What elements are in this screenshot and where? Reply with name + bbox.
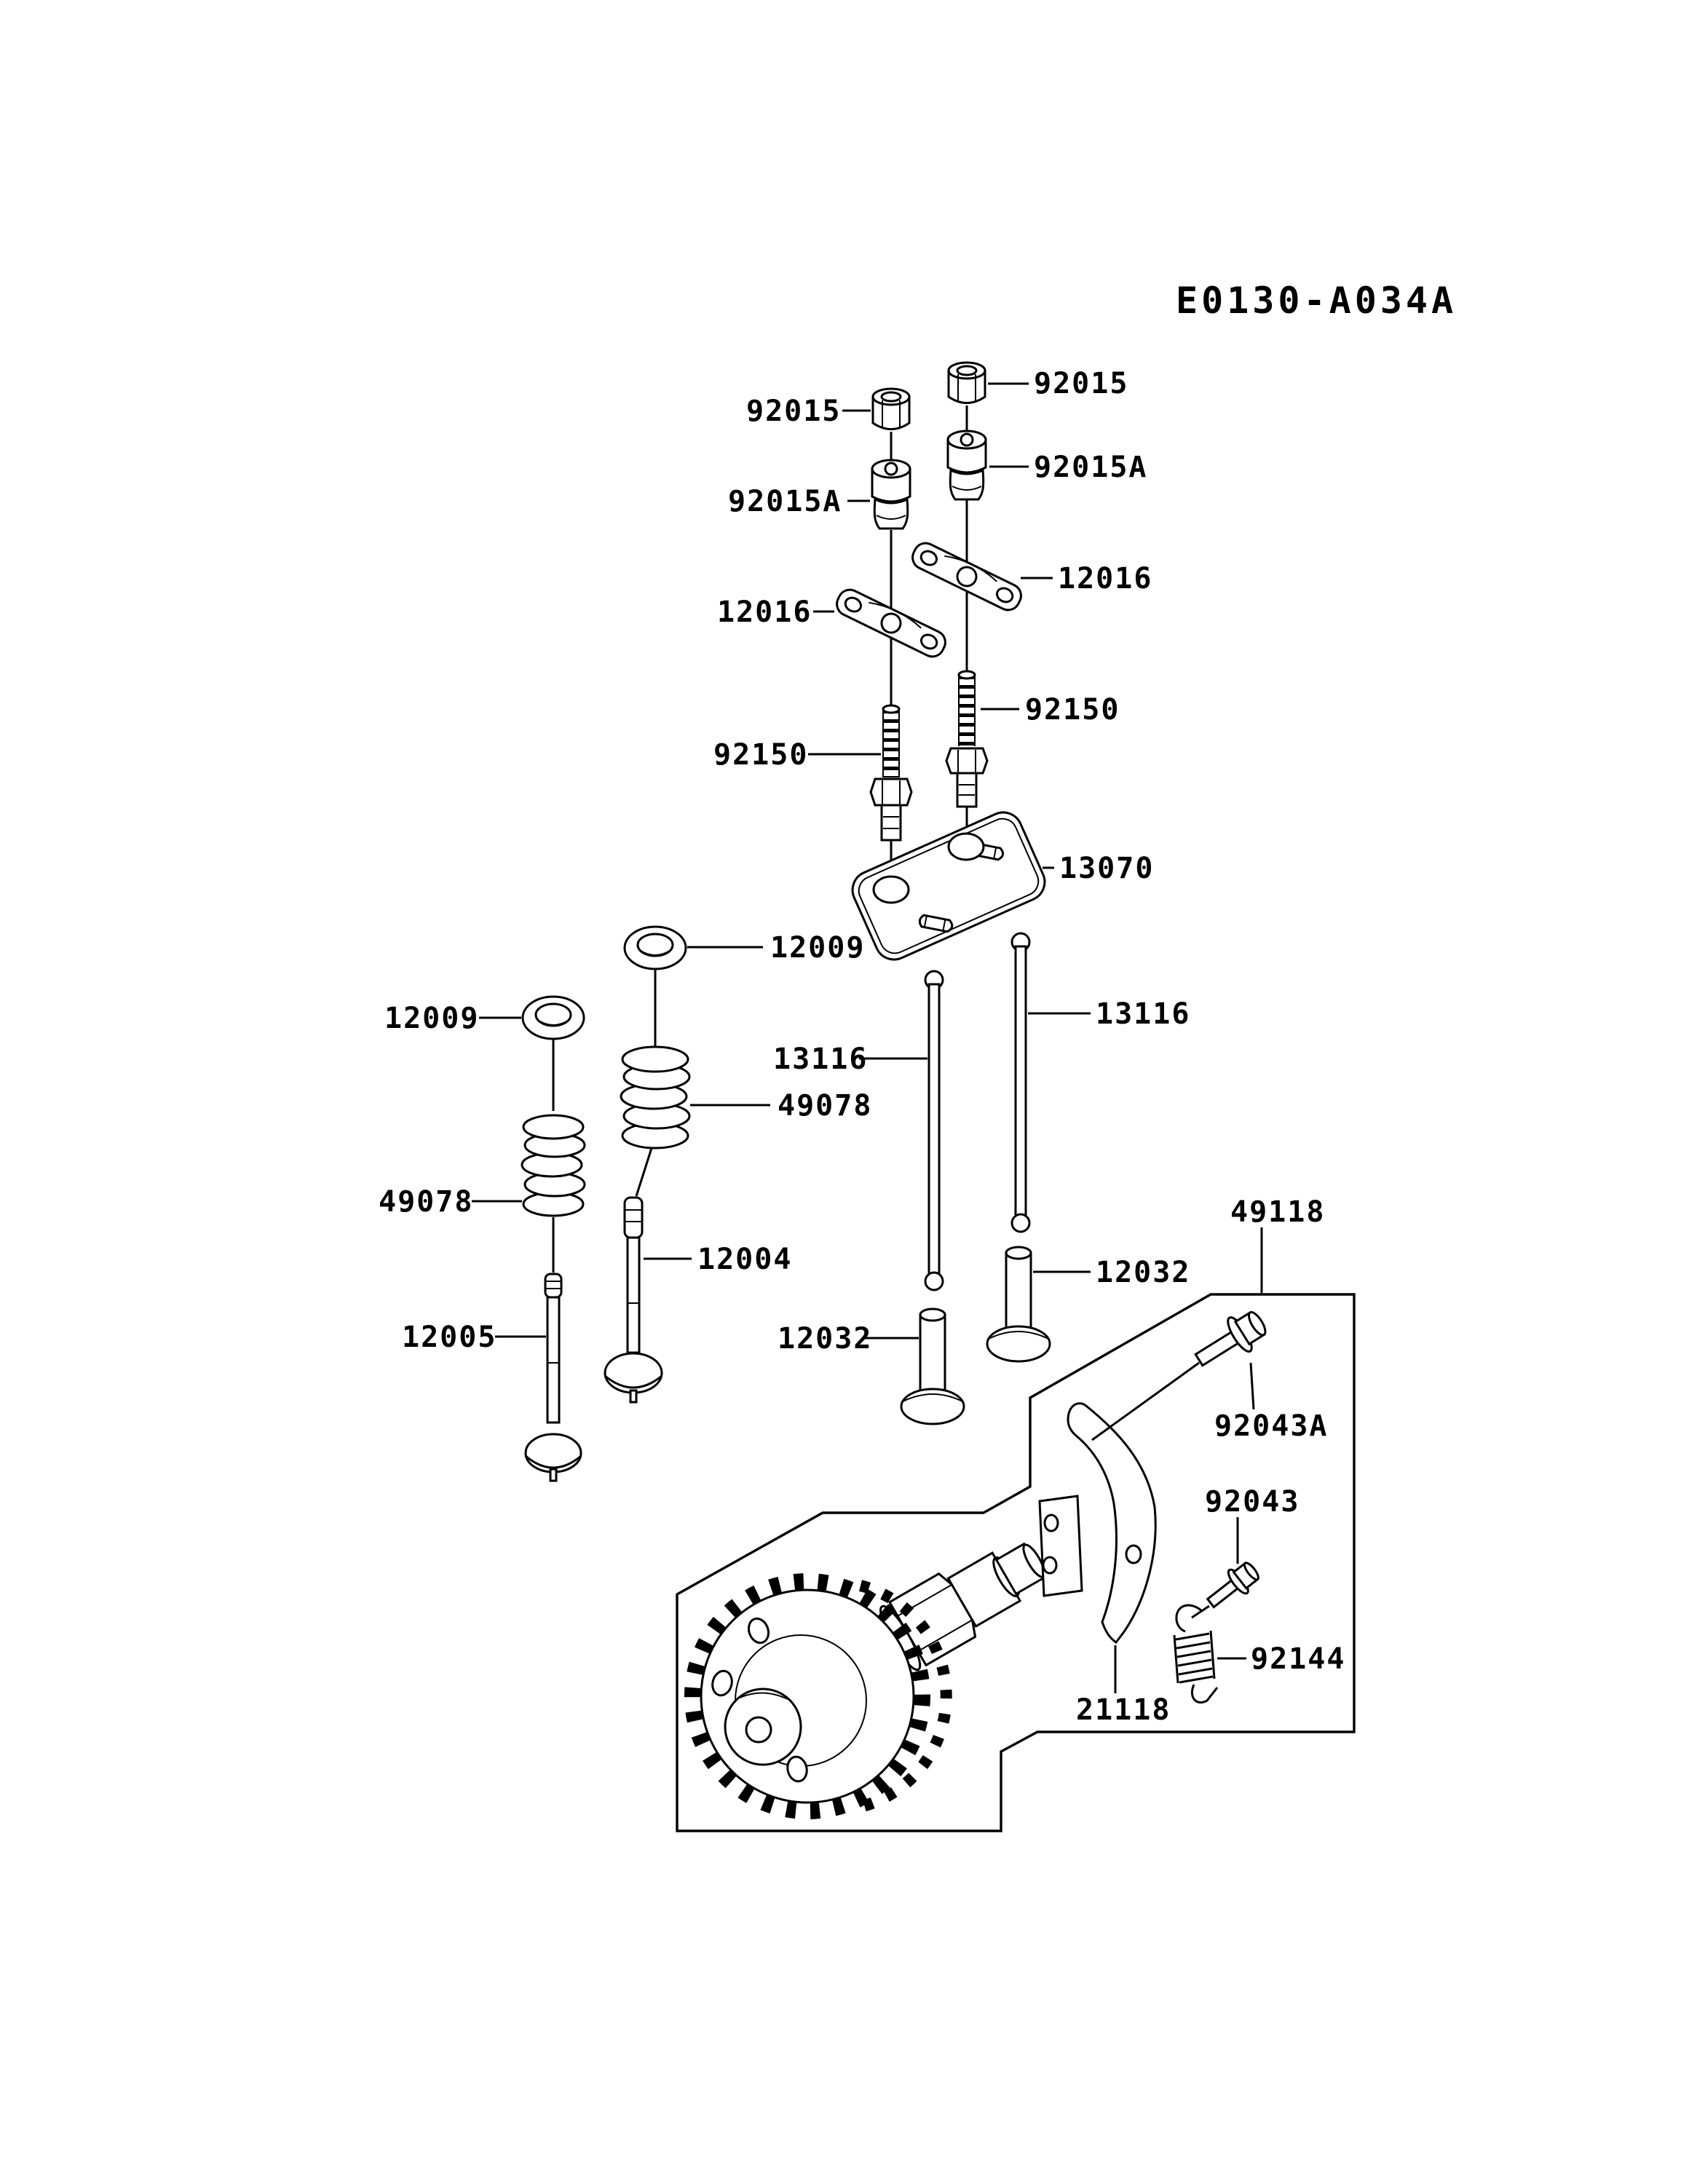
label-92144: 92144 bbox=[1251, 1642, 1346, 1676]
bolt-92043a-link-line bbox=[1092, 1363, 1199, 1440]
governor-fork bbox=[1040, 1404, 1155, 1642]
axis-lines bbox=[553, 405, 967, 1273]
label-12009-left: 12009 bbox=[384, 1002, 480, 1035]
spring-49078-left bbox=[522, 1115, 585, 1216]
label-92150-left: 92150 bbox=[713, 738, 809, 772]
label-13116-left: 13116 bbox=[773, 1042, 869, 1076]
label-12005: 12005 bbox=[402, 1321, 497, 1354]
pushrod-13116-right bbox=[1012, 933, 1029, 1232]
tappet-12032-left bbox=[901, 1309, 964, 1424]
nut-92015-right bbox=[949, 363, 985, 403]
spring-49078-mid bbox=[621, 1047, 689, 1148]
label-92015a-right: 92015A bbox=[1034, 451, 1148, 484]
valve-12004 bbox=[605, 1198, 662, 1402]
adjuster-92015a-left bbox=[872, 460, 910, 529]
label-12016-left: 12016 bbox=[717, 596, 812, 629]
diagram-code: E0130-A034A bbox=[1176, 280, 1457, 322]
label-21118: 21118 bbox=[1076, 1693, 1171, 1727]
label-92015a-left: 92015A bbox=[728, 485, 842, 518]
label-92043a: 92043A bbox=[1214, 1409, 1329, 1443]
bolt-92043-link-line bbox=[1192, 1606, 1209, 1618]
bolt-92043a bbox=[1189, 1305, 1272, 1377]
stud-92150-right bbox=[946, 671, 987, 807]
label-49078-left: 49078 bbox=[379, 1185, 474, 1219]
washer-12009-mid bbox=[625, 927, 686, 969]
label-12004: 12004 bbox=[697, 1243, 793, 1276]
label-13070: 13070 bbox=[1059, 852, 1155, 885]
label-92043: 92043 bbox=[1205, 1485, 1300, 1519]
label-13116-right: 13116 bbox=[1096, 997, 1191, 1031]
label-92015-right: 92015 bbox=[1034, 367, 1129, 400]
tappet-12032-right bbox=[987, 1247, 1050, 1361]
washer-12009-left bbox=[523, 997, 584, 1039]
pushrod-13116-left bbox=[925, 971, 943, 1290]
label-49078-right: 49078 bbox=[778, 1089, 873, 1123]
adjuster-92015a-right bbox=[948, 431, 986, 499]
label-12032-right: 12032 bbox=[1096, 1256, 1191, 1289]
bolt-92043 bbox=[1202, 1557, 1264, 1614]
label-12032-left: 12032 bbox=[778, 1322, 873, 1356]
label-92150-right: 92150 bbox=[1025, 693, 1120, 727]
camshaft-21118 bbox=[692, 1527, 1057, 1811]
valve-12005 bbox=[526, 1274, 581, 1481]
label-12009-mid: 12009 bbox=[770, 931, 866, 965]
nut-92015-left bbox=[873, 389, 909, 430]
label-49118: 49118 bbox=[1230, 1195, 1326, 1229]
part-labels bbox=[379, 367, 1345, 1727]
label-92015-left: 92015 bbox=[746, 395, 842, 428]
stud-92150-left bbox=[871, 705, 911, 840]
spring-92144 bbox=[1174, 1605, 1217, 1703]
label-12016-right: 12016 bbox=[1058, 562, 1153, 596]
